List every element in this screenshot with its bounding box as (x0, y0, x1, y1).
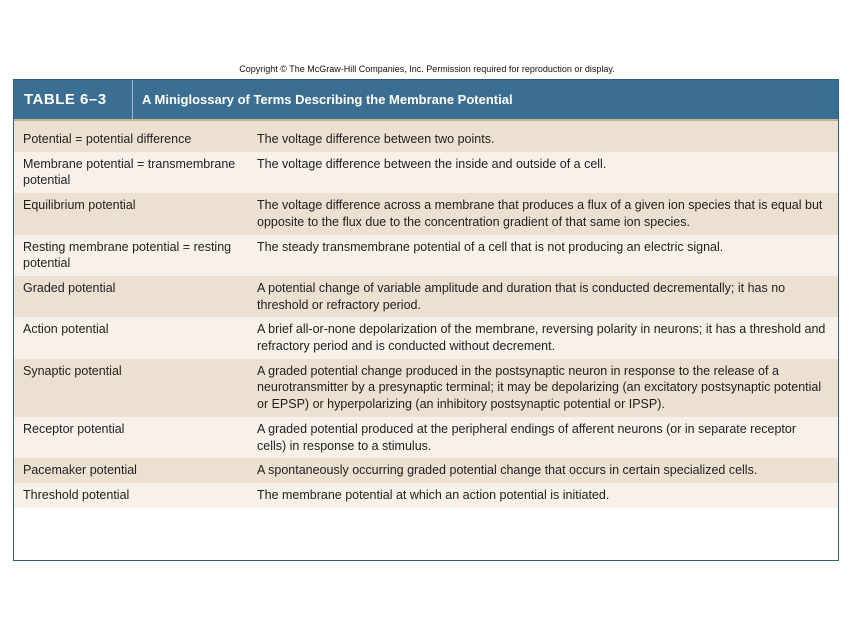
definition-cell: The steady transmembrane potential of a cell that is not producing an electric signal. (257, 239, 724, 254)
term-cell: Membrane potential = transmembrane potential (23, 156, 236, 188)
definition-cell: The membrane potential at which an action potential is initiated. (257, 487, 610, 502)
table-row (14, 152, 838, 193)
definition-cell: A brief all-or-none depolarization of the membrane, reversing polarity in neurons; it has a threshold and refractory period and is conducted without decrement. (257, 322, 826, 354)
term-cell: Receptor potential (23, 421, 125, 436)
table-title: A Miniglossary of Terms Describing the Membrane Potential (142, 92, 513, 107)
term-cell: Resting membrane potential = resting potential (23, 239, 232, 271)
table-row (14, 458, 838, 483)
term-cell: Action potential (23, 322, 109, 337)
table-row (14, 359, 838, 417)
term-cell: Threshold potential (23, 487, 130, 502)
definition-cell: The voltage difference between the inside and outside of a cell. (257, 156, 607, 171)
table-header (14, 80, 838, 121)
term-cell: Graded potential (23, 280, 116, 295)
definition-cell: A graded potential change produced in the postsynaptic neuron in response to the release of a neurotransmitter by a presynaptic terminal; it may be depolarizing (an excitatory postsynaptic potential or EPSP) or hyperpolarizing (an inhibitory postsynaptic potential or IPSP). (257, 363, 822, 412)
glossary-table (13, 79, 839, 561)
copyright-notice: Copyright © The McGraw-Hill Companies, Inc. Permission required for reproduction or display. (239, 64, 615, 74)
table-row (14, 317, 838, 358)
definition-cell: The voltage difference between two points. (257, 132, 495, 146)
definition-cell: A potential change of variable amplitude and duration that is conducted decrementally; it has no threshold or refractory period. (257, 280, 786, 312)
definition-cell: The voltage difference across a membrane that produces a flux of a given ion species that is equal but opposite to the flux due to the concentration gradient of that same ion species. (257, 198, 823, 229)
term-cell: Equilibrium potential (23, 198, 136, 213)
table-row (14, 483, 838, 508)
table-number: TABLE 6–3 (14, 80, 133, 119)
term-cell: Pacemaker potential (23, 463, 137, 478)
table-row (14, 127, 838, 152)
term-cell: Potential = potential difference (23, 132, 192, 146)
table-row (14, 417, 838, 458)
definition-cell: A spontaneously occurring graded potential change that occurs in certain specialized cells. (257, 463, 758, 478)
term-cell: Synaptic potential (23, 363, 122, 378)
table-row (14, 235, 838, 276)
table-row (14, 276, 838, 317)
table-row (14, 193, 838, 234)
definition-cell: A graded potential produced at the peripheral endings of afferent neurons (or in separate receptor cells) in response to a stimulus. (257, 421, 797, 453)
